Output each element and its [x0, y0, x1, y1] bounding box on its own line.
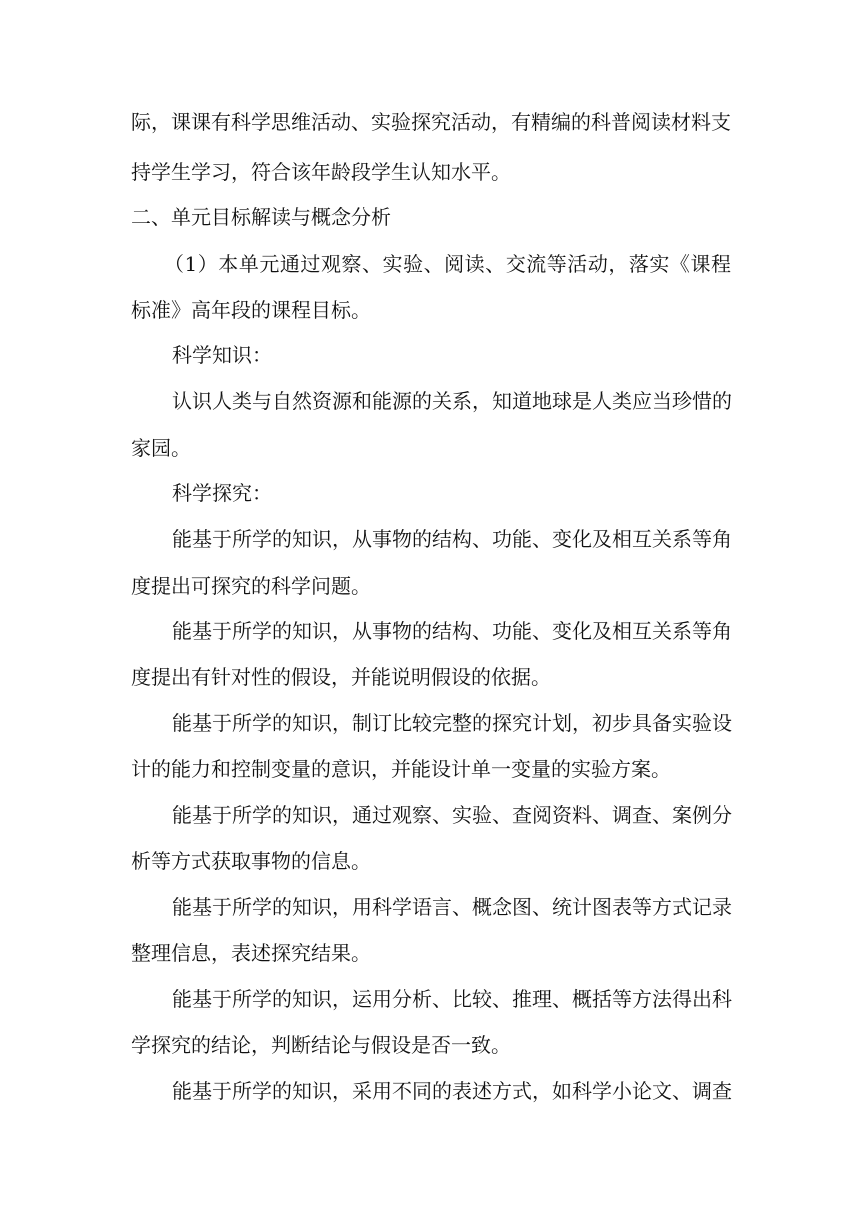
paragraph-line: 家园。 [131, 436, 191, 460]
paragraph-line: 能基于所学的知识，运用分析、比较、推理、概括等方法得出科 [172, 987, 732, 1011]
paragraph-line: 际，课课有科学思维活动、实验探究活动，有精编的科普阅读材料支 [131, 110, 731, 134]
paragraph-line: 学探究的结论，判断结论与假设是否一致。 [131, 1033, 511, 1057]
paragraph-line: 能基于所学的知识，采用不同的表述方式，如科学小论文、调查 [172, 1079, 732, 1103]
paragraph-line: 能基于所学的知识，从事物的结构、功能、变化及相互关系等角 [172, 619, 732, 643]
paragraph-line: 能基于所学的知识，用科学语言、概念图、统计图表等方式记录 [172, 895, 732, 919]
paragraph-line: 持学生学习，符合该年龄段学生认知水平。 [131, 160, 511, 184]
paragraph-line: 度提出有针对性的假设，并能说明假设的依据。 [131, 665, 551, 689]
paragraph-line: 度提出可探究的科学问题。 [131, 574, 371, 598]
paragraph-line: 能基于所学的知识，从事物的结构、功能、变化及相互关系等角 [172, 527, 732, 551]
paragraph-line: 析等方式获取事物的信息。 [131, 849, 371, 873]
subheading-science-inquiry: 科学探究： [172, 481, 272, 505]
paragraph-line: 标准》高年段的课程目标。 [131, 298, 371, 322]
section-heading: 二、单元目标解读与概念分析 [131, 205, 391, 229]
paragraph-line: 认识人类与自然资源和能源的关系，知道地球是人类应当珍惜的 [172, 389, 732, 413]
subheading-science-knowledge: 科学知识： [172, 343, 272, 367]
paragraph-line: 能基于所学的知识，制订比较完整的探究计划，初步具备实验设 [172, 711, 732, 735]
paragraph-line: 整理信息，表述探究结果。 [131, 941, 371, 965]
paragraph-line: 计的能力和控制变量的意识，并能设计单一变量的实验方案。 [131, 757, 671, 781]
paragraph-line: （1）本单元通过观察、实验、阅读、交流等活动，落实《课程 [164, 252, 731, 276]
paragraph-line: 能基于所学的知识，通过观察、实验、查阅资料、调查、案例分 [172, 803, 732, 827]
